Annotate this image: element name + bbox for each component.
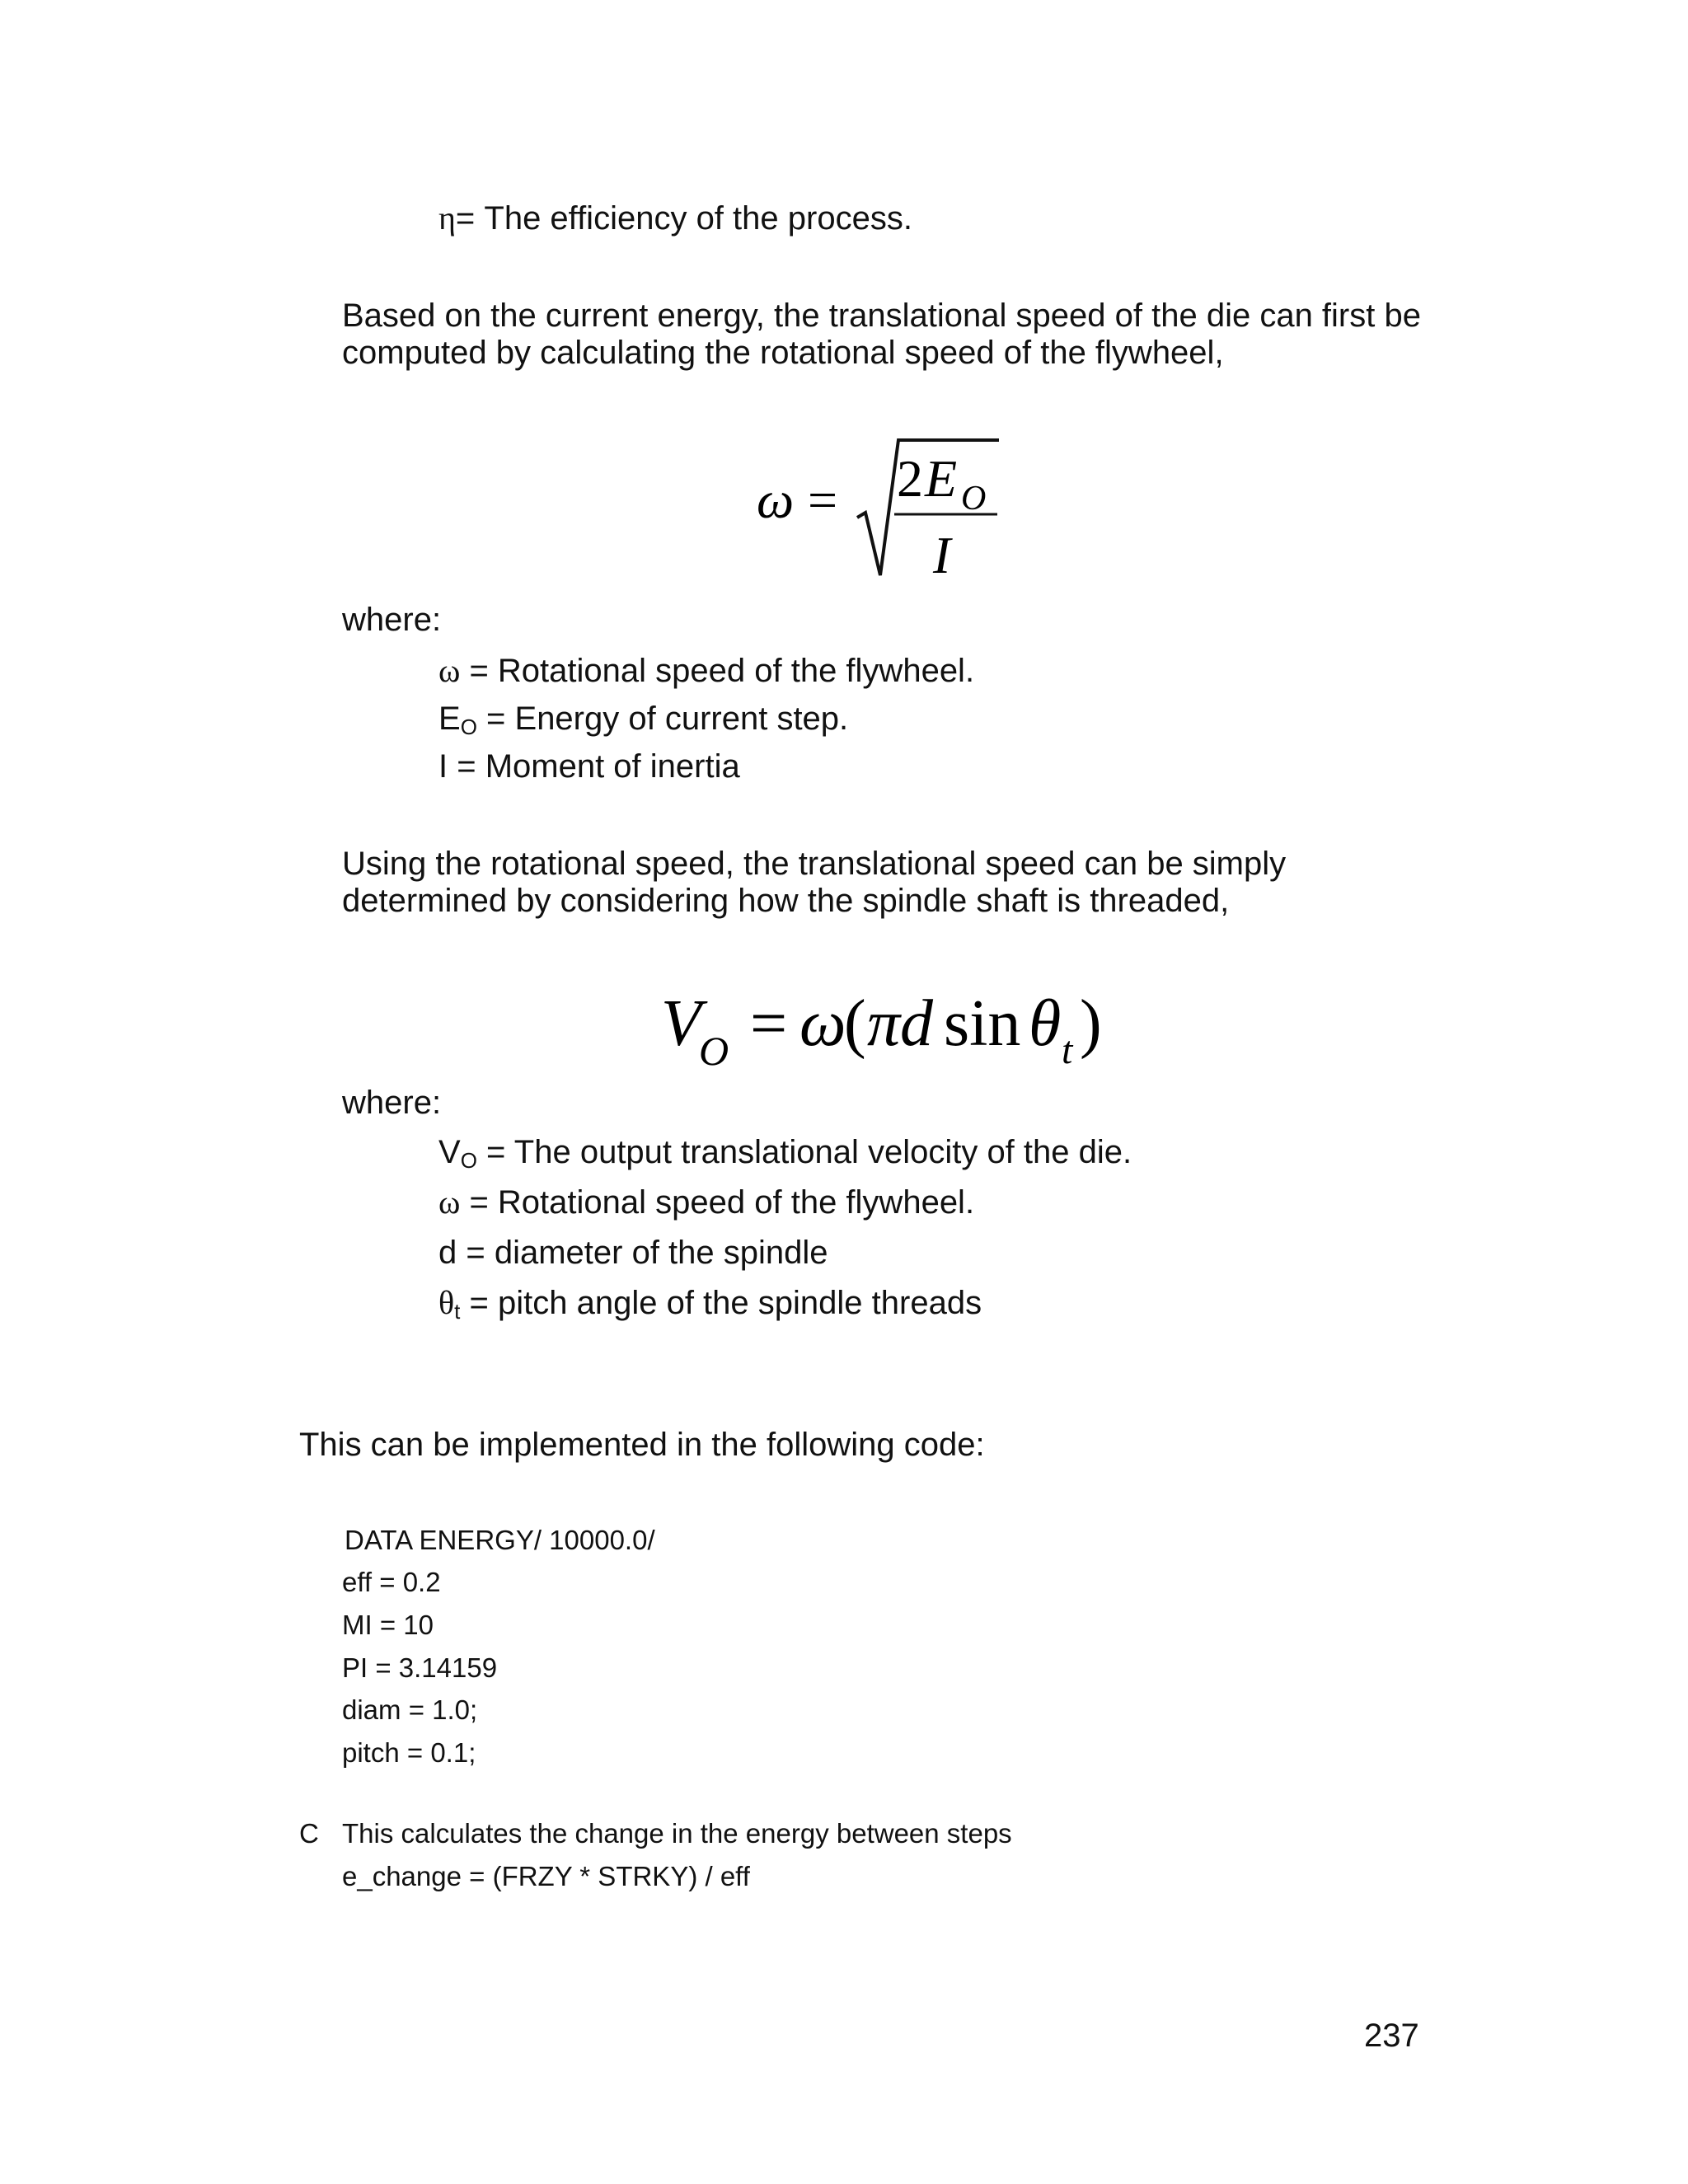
eq1-numerator-coef: 2 [897,449,923,508]
paragraph-2-line-1: Using the rotational speed, the translational speed can be simply [342,846,1287,882]
paragraph-1-line-2: computed by calculating the rotational speed of the flywheel, [342,335,1224,371]
eta-definition-text: = The efficiency of the process. [455,200,912,237]
code-line-5: diam = 1.0; [342,1694,478,1725]
code-line-6: pitch = 0.1; [342,1737,476,1768]
eq2-omega: ω [799,987,846,1060]
where2-diameter-definition: d = diameter of the spindle [438,1235,828,1271]
paragraph-1-line-1: Based on the current energy, the translational speed of the die can first be [342,298,1421,334]
code-line-3: MI = 10 [342,1610,434,1640]
where-label-1: where: [342,602,442,638]
eq2-theta: θ [1029,987,1062,1060]
where1-inertia-definition: I = Moment of inertia [438,748,740,785]
paragraph-3: This can be implemented in the following code: [299,1427,985,1463]
omega-symbol-2: ω [438,1183,461,1221]
page-number: 237 [1364,2018,1419,2054]
omega-symbol: ω [438,652,461,689]
paragraph-2-line-2: determined by considering how the spindle shaft is threaded, [342,883,1230,919]
where1-omega-definition: ω = Rotational speed of the flywheel. [438,652,975,689]
eq1-numerator-sub: O [961,480,987,518]
eq2-sin: sin [944,987,1021,1060]
velocity-equation [651,972,1113,1080]
eq1-equals: = [808,471,838,529]
where-label-2: where: [342,1085,442,1121]
code-comment-text: This calculates the change in the energy between steps [342,1818,1012,1849]
theta-symbol: θ [438,1284,455,1321]
where2-velocity-definition: $V_O$ = The output translational velocity of the die. [438,1134,1132,1173]
eq2-pi: π [867,987,901,1060]
energy-symbol: E [438,701,461,737]
eq1-numerator-var: E [925,449,958,508]
eq2-open-paren: ( [844,987,866,1060]
velocity-symbol: V [438,1134,461,1170]
omega-equation [742,429,1014,593]
eta-symbol: η [438,199,456,237]
eq1-omega: ω [757,471,795,529]
where1-energy-definition: $E_O$ = Energy of current step. [438,701,849,739]
eq2-close-paren: ) [1080,987,1102,1060]
eq2-theta-sub: t [1062,1029,1073,1072]
code-comment-marker: C [299,1818,319,1849]
eq1-denominator: I [933,526,951,584]
eq2-v: V [661,987,701,1060]
eta-definition [438,199,912,237]
code-line-7: e_change = (FRZY * STRKY) / eff [342,1861,750,1891]
code-line-1: DATA ENERGY/ 10000.0/ [345,1525,655,1555]
eq2-d: d [900,987,933,1060]
where2-theta-definition: $\theta_t$ = pitch angle of the spindle threads [438,1284,982,1324]
eq2-equals: = [750,987,788,1060]
code-line-2: eff = 0.2 [342,1567,441,1597]
eq2-v-sub: O [699,1028,729,1074]
code-line-4: PI = 3.14159 [342,1652,498,1683]
where2-omega-definition: ω = Rotational speed of the flywheel. [438,1183,975,1221]
